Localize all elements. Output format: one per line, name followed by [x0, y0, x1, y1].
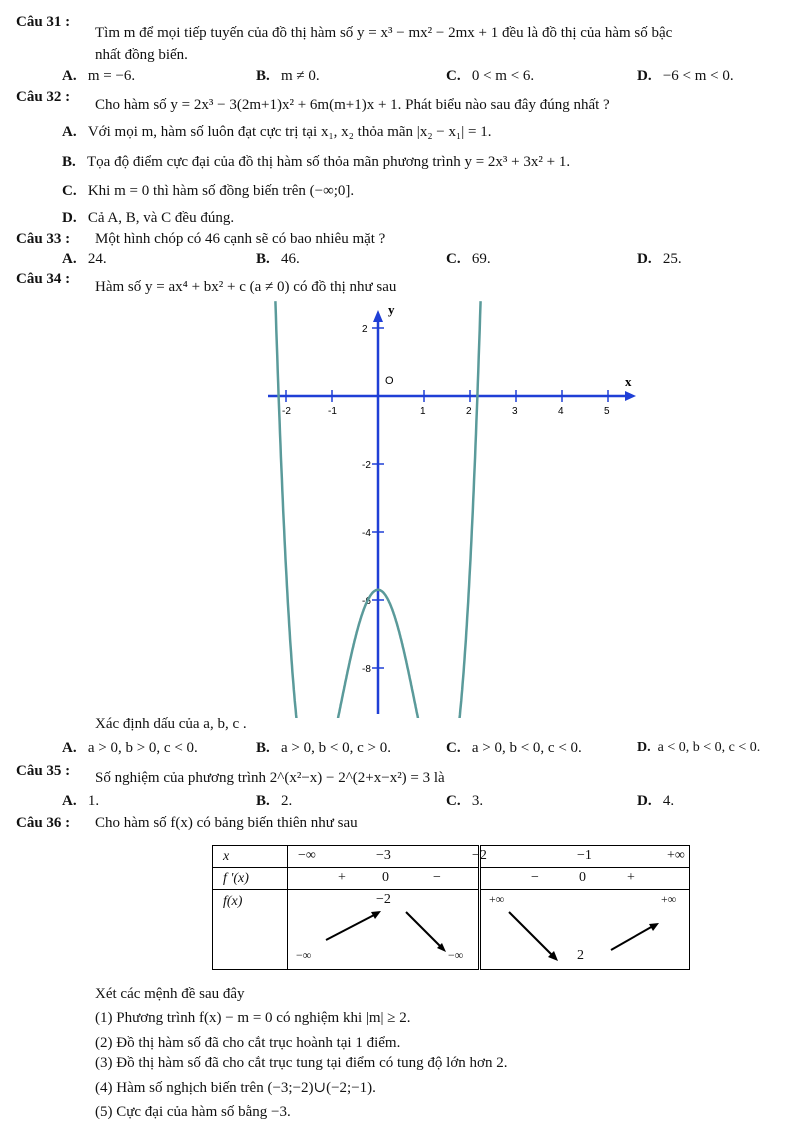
x-tick-label: 5: [604, 406, 610, 417]
q33-stem: Một hình chóp có 46 cạnh sẽ có bao nhiêu mặt ?: [95, 231, 386, 247]
q32-option-c[interactable]: [62, 183, 354, 200]
x-tick-label: 1: [420, 406, 426, 417]
q36-label: Câu 36 :: [16, 815, 71, 831]
x-value: −2: [472, 848, 487, 863]
q36-statement-1: (1) Phương trình f(x) − m = 0 có nghiệm khi |m| ≥ 2.: [95, 1010, 411, 1026]
quartic-graph: [260, 298, 640, 718]
y-tick-label: -6: [362, 596, 371, 607]
y-tick-label: -2: [362, 460, 371, 471]
q34-option-b[interactable]: [256, 740, 391, 757]
q36-statement-2: (2) Đồ thị hàm số đã cho cắt trục hoành tại 1 điểm.: [95, 1035, 401, 1051]
option-key: A.: [62, 251, 77, 267]
option-key: D.: [637, 251, 652, 267]
option-key: D.: [637, 793, 652, 809]
q32-stem: Cho hàm số y = 2x³ − 3(2m+1)x² + 6m(m+1)x + 1. Phát biểu nào sau đây đúng nhất ?: [95, 97, 610, 113]
q31-option-d[interactable]: [637, 68, 734, 85]
y-axis-label: y: [388, 302, 395, 317]
q36-statement-5: (5) Cực đại của hàm số bằng −3.: [95, 1104, 291, 1120]
option-text: Tọa độ điểm cực đại của đồ thị hàm số thỏa mãn phương trình y = 2x³ + 3x² + 1.: [87, 154, 571, 170]
x-tick-label: 3: [512, 406, 518, 417]
option-key: B.: [256, 740, 270, 756]
option-key: A.: [62, 68, 77, 84]
origin-label: O: [385, 375, 394, 387]
option-key: B.: [256, 793, 270, 809]
option-key: B.: [62, 154, 76, 170]
q34-option-c[interactable]: [446, 740, 582, 757]
option-key: C.: [446, 793, 461, 809]
option-text: a > 0, b < 0, c > 0.: [281, 740, 391, 756]
q33-option-a[interactable]: [62, 251, 107, 268]
q31-option-c[interactable]: [446, 68, 534, 85]
increasing-arrow: [611, 926, 653, 950]
sign-value: −: [433, 870, 441, 885]
f-cell-right: [480, 890, 690, 970]
q35-option-c[interactable]: [446, 793, 483, 810]
q34-stem: Hàm số y = ax⁴ + bx² + c (a ≠ 0) có đồ thị như sau: [95, 279, 397, 295]
increasing-arrow: [326, 914, 376, 940]
q34-question: Xác định dấu của a, b, c .: [95, 716, 247, 732]
y-tick-label: -4: [362, 528, 371, 539]
axis-ticks: [286, 328, 608, 668]
option-text: a > 0, b > 0, c < 0.: [87, 740, 198, 756]
q35-option-d[interactable]: [637, 793, 674, 810]
x-tick-label: -2: [282, 406, 291, 417]
option-text: 24.: [87, 251, 107, 267]
q33-option-b[interactable]: [256, 251, 300, 268]
option-text: m = −6.: [87, 68, 136, 84]
option-key: D.: [637, 68, 652, 84]
option-text: 25.: [662, 251, 682, 267]
option-text: m ≠ 0.: [281, 68, 320, 84]
q36-statement-4: (4) Hàm số nghịch biến trên (−3;−2)∪(−2;−1).: [95, 1080, 376, 1096]
x-value: −3: [376, 848, 391, 863]
sign-value: 0: [382, 870, 389, 885]
x-cell-right: [480, 846, 690, 868]
f-value: −2: [376, 892, 391, 907]
option-key: B.: [256, 68, 270, 84]
f-arrows-left: [288, 890, 478, 970]
row-header-fprime: f '(x): [213, 868, 288, 890]
q31-label: Câu 31 :: [16, 14, 71, 30]
option-key: A.: [62, 740, 77, 756]
f-value: 2: [577, 948, 584, 963]
f-value: +∞: [489, 892, 505, 906]
q34-label: Câu 34 :: [16, 271, 71, 287]
option-text: 3.: [471, 793, 484, 809]
q33-option-d[interactable]: [637, 251, 682, 268]
option-text: Khi m = 0 thì hàm số đồng biến trên (−∞;0].: [87, 183, 355, 199]
q36-stem: Cho hàm số f(x) có bảng biến thiên như sau: [95, 815, 358, 831]
q32-option-a[interactable]: [62, 124, 491, 141]
sign-value: −: [531, 870, 539, 885]
option-text: 1.: [87, 793, 100, 809]
fprime-cell-left: [288, 868, 480, 890]
decreasing-arrow: [406, 912, 442, 948]
q34-option-d[interactable]: [637, 740, 760, 756]
option-text: a > 0, b < 0, c < 0.: [471, 740, 582, 756]
option-key: C.: [62, 183, 77, 199]
row-header-f: f(x): [213, 890, 288, 970]
option-key: B.: [256, 251, 270, 267]
axis-tick-labels: [282, 324, 610, 675]
q33-label: Câu 33 :: [16, 231, 71, 247]
x-value: −∞: [298, 848, 316, 863]
option-text: a < 0, b < 0, c < 0.: [657, 740, 761, 755]
decreasing-arrow: [509, 912, 553, 956]
x-value: +∞: [667, 848, 685, 863]
option-text: 2.: [281, 793, 293, 809]
x-value: −1: [577, 848, 592, 863]
q31-option-a[interactable]: [62, 68, 135, 85]
q36-consider: Xét các mệnh đề sau đây: [95, 986, 245, 1002]
x-tick-label: 2: [466, 406, 472, 417]
fprime-cell-right: [480, 868, 690, 890]
q36-statement-3: (3) Đồ thị hàm số đã cho cắt trục tung tại điểm có tung độ lớn hơn 2.: [95, 1055, 508, 1071]
option-text: 4.: [662, 793, 675, 809]
q31-option-b[interactable]: [256, 68, 320, 85]
q35-stem: Số nghiệm của phương trình 2^(x²−x) − 2^(2+x−x²) = 3 là: [95, 770, 445, 786]
option-key: D.: [637, 740, 651, 755]
table-row-x: [213, 846, 690, 868]
option-text: 46.: [281, 251, 300, 267]
y-tick-label: 2: [362, 324, 368, 335]
option-key: A.: [62, 124, 77, 140]
q31-stem-line2: nhất đồng biến.: [95, 47, 188, 63]
sign-value: +: [338, 870, 346, 885]
f-cell-left: [288, 890, 480, 970]
table-row-fprime: [213, 868, 690, 890]
option-key: C.: [446, 68, 461, 84]
y-axis-arrow: [373, 310, 383, 322]
q32-option-b[interactable]: [62, 154, 570, 171]
option-text: 0 < m < 6.: [471, 68, 535, 84]
option-text: Cả A, B, và C đều đúng.: [87, 210, 235, 226]
q35-label: Câu 35 :: [16, 763, 71, 779]
x-tick-label: -1: [328, 406, 337, 417]
q33-option-c[interactable]: [446, 251, 491, 268]
f-value: +∞: [661, 892, 677, 906]
x-tick-label: 4: [558, 406, 564, 417]
variation-table: [212, 845, 690, 970]
option-key: D.: [62, 210, 77, 226]
option-text: 69.: [471, 251, 491, 267]
table-row-f: [213, 890, 690, 970]
row-header-x: x: [213, 846, 288, 868]
option-key: C.: [446, 740, 461, 756]
q34-option-a[interactable]: [62, 740, 198, 757]
option-text: Với mọi m, hàm số luôn đạt cực trị tại x₁, x₂ thỏa mãn |x₂ − x₁| = 1.: [87, 124, 492, 140]
f-arrows-right: [481, 890, 693, 970]
option-key: A.: [62, 793, 77, 809]
option-key: C.: [446, 251, 461, 267]
x-cell-left: [288, 846, 487, 868]
f-value: −∞: [448, 948, 464, 962]
x-axis-label: x: [625, 374, 632, 389]
f-value: −∞: [296, 948, 312, 962]
sign-value: 0: [579, 870, 586, 885]
sign-value: +: [627, 870, 635, 885]
q35-option-b[interactable]: [256, 793, 292, 810]
x-axis-arrow: [625, 391, 636, 401]
q32-label: Câu 32 :: [16, 89, 71, 105]
y-tick-label: -8: [362, 664, 371, 675]
q35-option-a[interactable]: [62, 793, 99, 810]
q31-stem-line1: Tìm m để mọi tiếp tuyến của đồ thị hàm số y = x³ − mx² − 2mx + 1 đều là đồ thị của hàm số bậc: [95, 25, 673, 41]
q32-option-d[interactable]: [62, 210, 234, 227]
option-text: −6 < m < 0.: [662, 68, 734, 84]
